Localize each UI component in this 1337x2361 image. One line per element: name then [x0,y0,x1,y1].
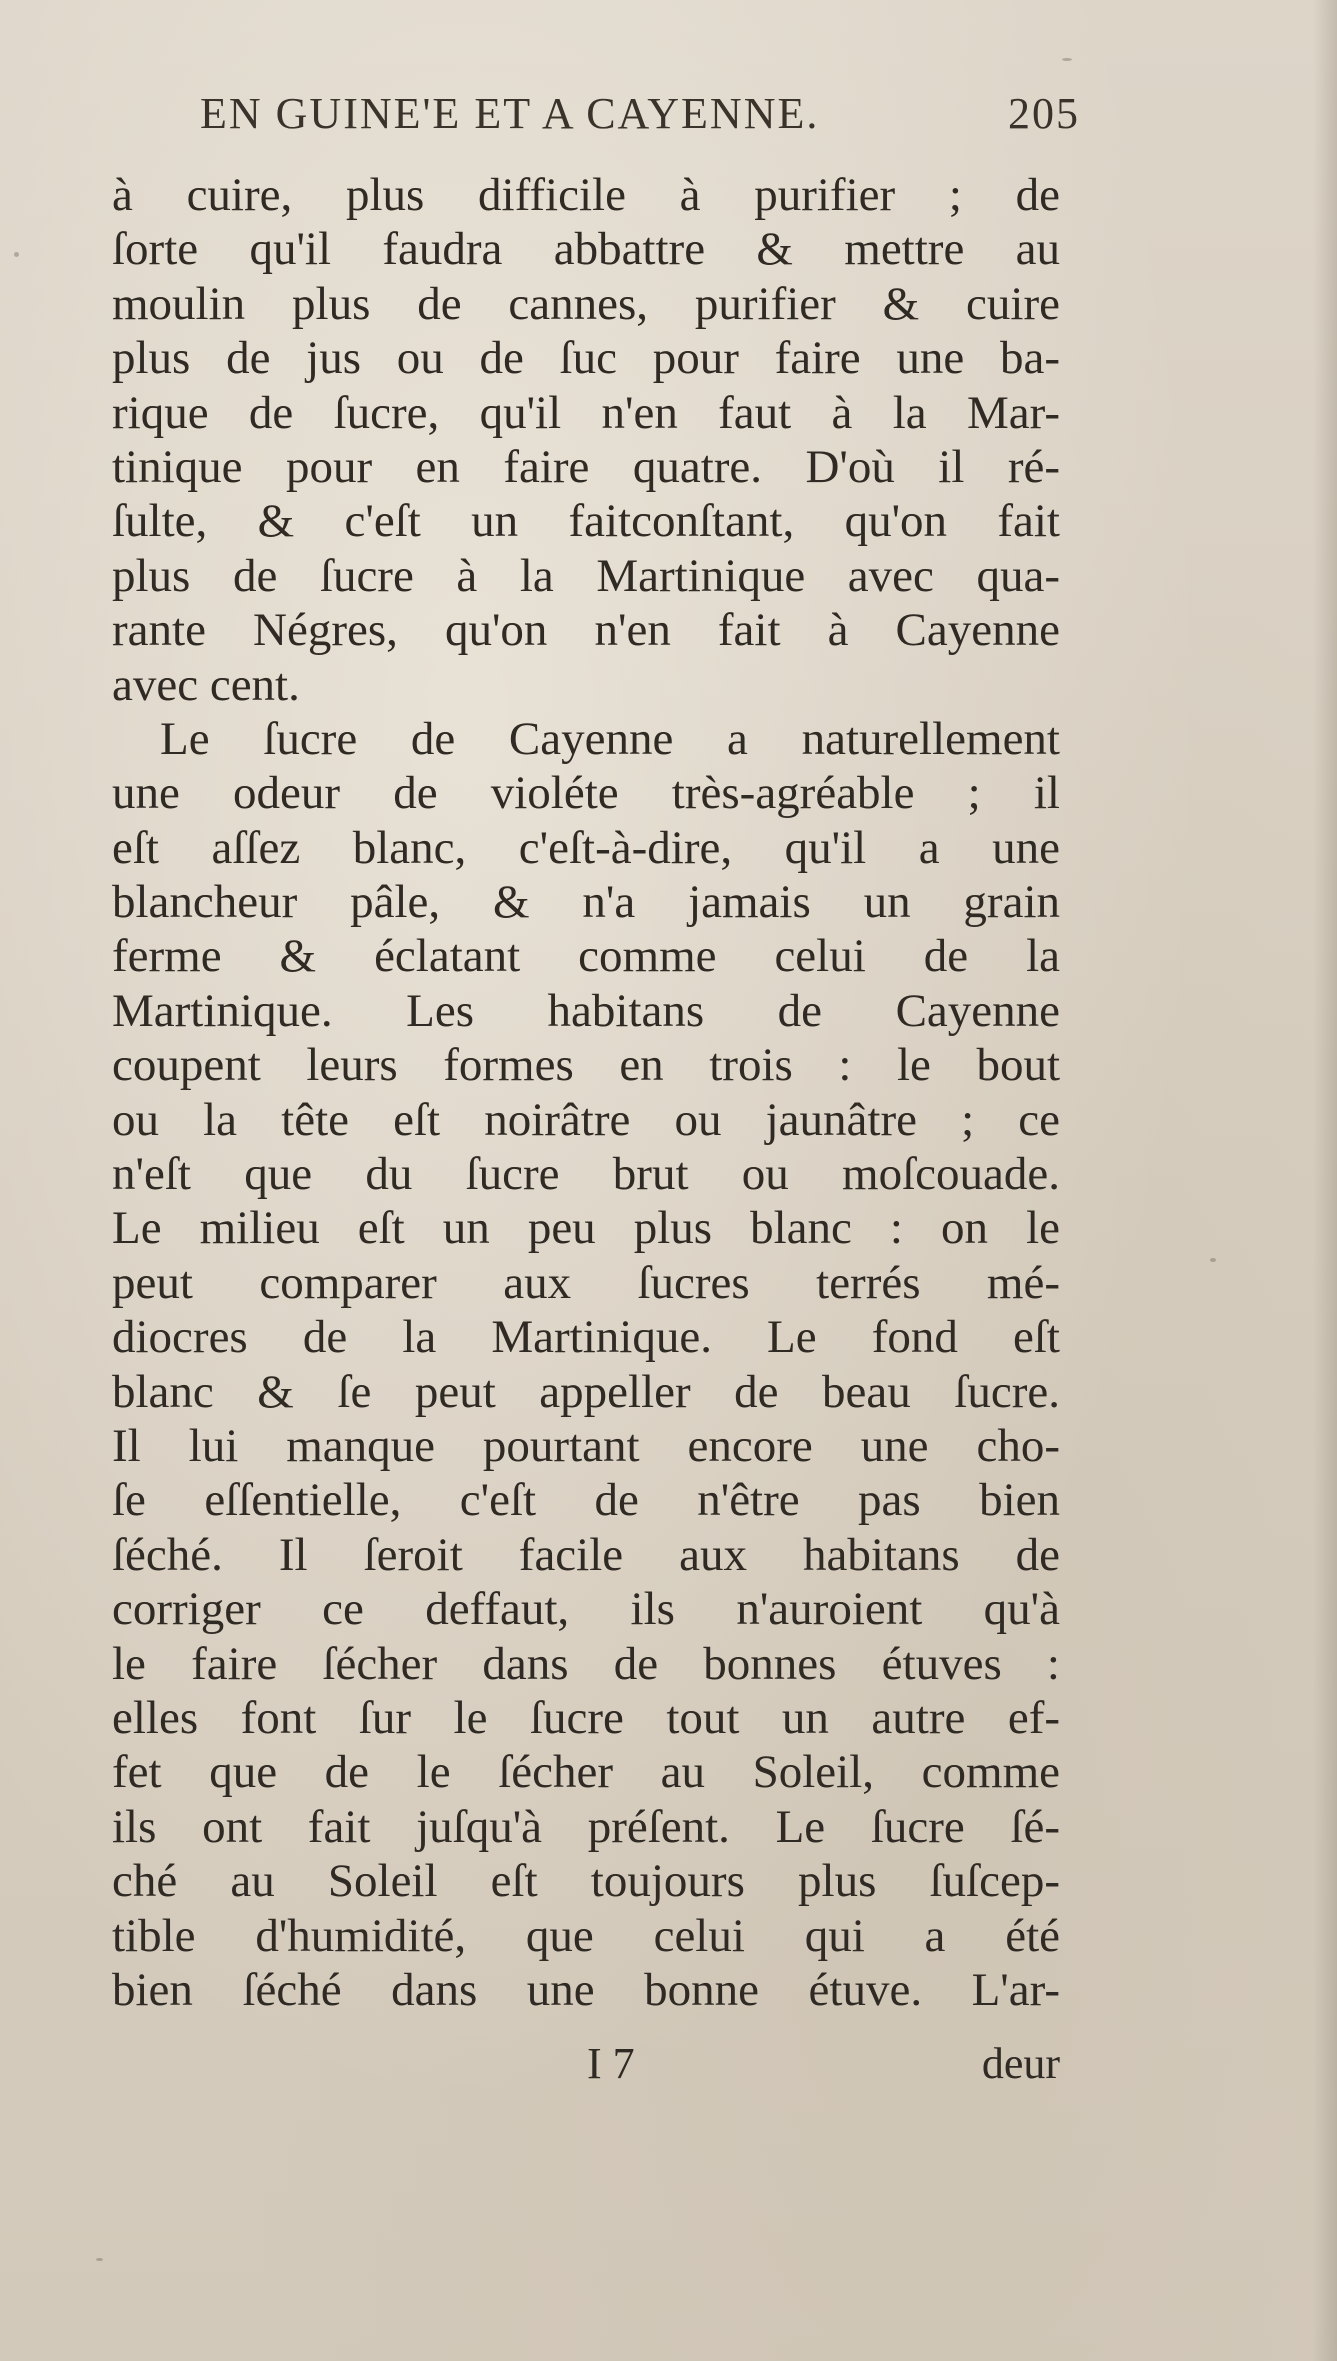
text-line: blancheur pâle, & n'a jamais un grain [112,876,1060,929]
running-head [200,88,1080,148]
text-line: tinique pour en faire quatre. D'où il ré- [112,440,1060,493]
text-line: elles font ſur le ſucre tout un autre ef- [112,1691,1060,1744]
page-number: 205 [1008,89,1080,138]
text-line: rante Négres, qu'on n'en fait à Cayenne [112,604,1060,657]
text-line: avec cent. [112,658,300,711]
text-line: plus de jus ou de ſuc pour faire une ba- [112,332,1060,385]
text-line: ché au Soleil eſt toujours plus ſuſcep- [112,1855,1060,1908]
text-line: corriger ce deffaut, ils n'auroient qu'à [112,1583,1060,1636]
text-line: eſt aſſez blanc, c'eſt-à-dire, qu'il a une [112,821,1060,874]
text-line: tible d'humidité, que celui qui a été [112,1909,1060,1962]
text-line: ſorte qu'il faudra abbattre & mettre au [112,223,1060,276]
text-line: peut comparer aux ſucres terrés mé- [112,1256,1060,1309]
text-line: Il lui manque pourtant encore une cho- [112,1419,1060,1472]
text-line: plus de ſucre à la Martinique avec qua- [112,549,1060,602]
page-edge-shadow [1313,0,1337,2361]
text-line: blanc & ſe peut appeller de beau ſucre. [112,1365,1060,1418]
text-line: ſéché. Il ſeroit facile aux habitans de [112,1528,1060,1581]
text-line: ſe eſſentielle, c'eſt de n'être pas bien [112,1474,1060,1527]
text-line: une odeur de violéte très-agréable ; il [112,767,1060,820]
paper-speck [96,2258,103,2261]
text-line: moulin plus de cannes, purifier & cuire [112,277,1060,330]
paper-speck [1062,58,1072,61]
text-line: bien ſéché dans une bonne étuve. L'ar- [112,1963,1060,2016]
paper-speck [1210,1258,1216,1262]
text-line: fet que de le ſécher au Soleil, comme [112,1746,1060,1799]
text-line: ſulte, & c'eſt un faitconſtant, qu'on fait [112,495,1060,548]
text-line: ils ont fait juſqu'à préſent. Le ſucre ſé- [112,1800,1060,1853]
text-line: diocres de la Martinique. Le fond eſt [112,1311,1060,1364]
running-head-title: EN GUINE'E ET A CAYENNE. [200,89,820,138]
text-line: ferme & éclatant comme celui de la [112,930,1060,983]
text-line: Martinique. Les habitans de Cayenne [112,984,1060,1037]
paragraph-2 [112,712,1060,2017]
text-line: Le milieu eſt un peu plus blanc : on le [112,1202,1060,1255]
paper-speck [14,252,19,257]
text-line: coupent leurs formes en trois : le bout [112,1039,1060,1092]
text-line: à cuire, plus difficile à purifier ; de [112,169,1060,221]
signature-mark: I 7 [587,2039,635,2088]
text-line: le faire ſécher dans de bonnes étuves : [112,1637,1060,1690]
body-text [112,168,1060,2017]
page-footer [112,2038,1060,2098]
text-line: Le ſucre de Cayenne a naturellement [160,712,1060,765]
catchword: deur [981,2039,1060,2088]
paragraph-1 [112,168,1060,712]
text-line: ou la tête eſt noirâtre ou jaunâtre ; ce [112,1093,1060,1146]
text-line: rique de ſucre, qu'il n'en faut à la Mar- [112,386,1060,439]
text-line: n'eſt que du ſucre brut ou moſcouade. [112,1148,1060,1201]
